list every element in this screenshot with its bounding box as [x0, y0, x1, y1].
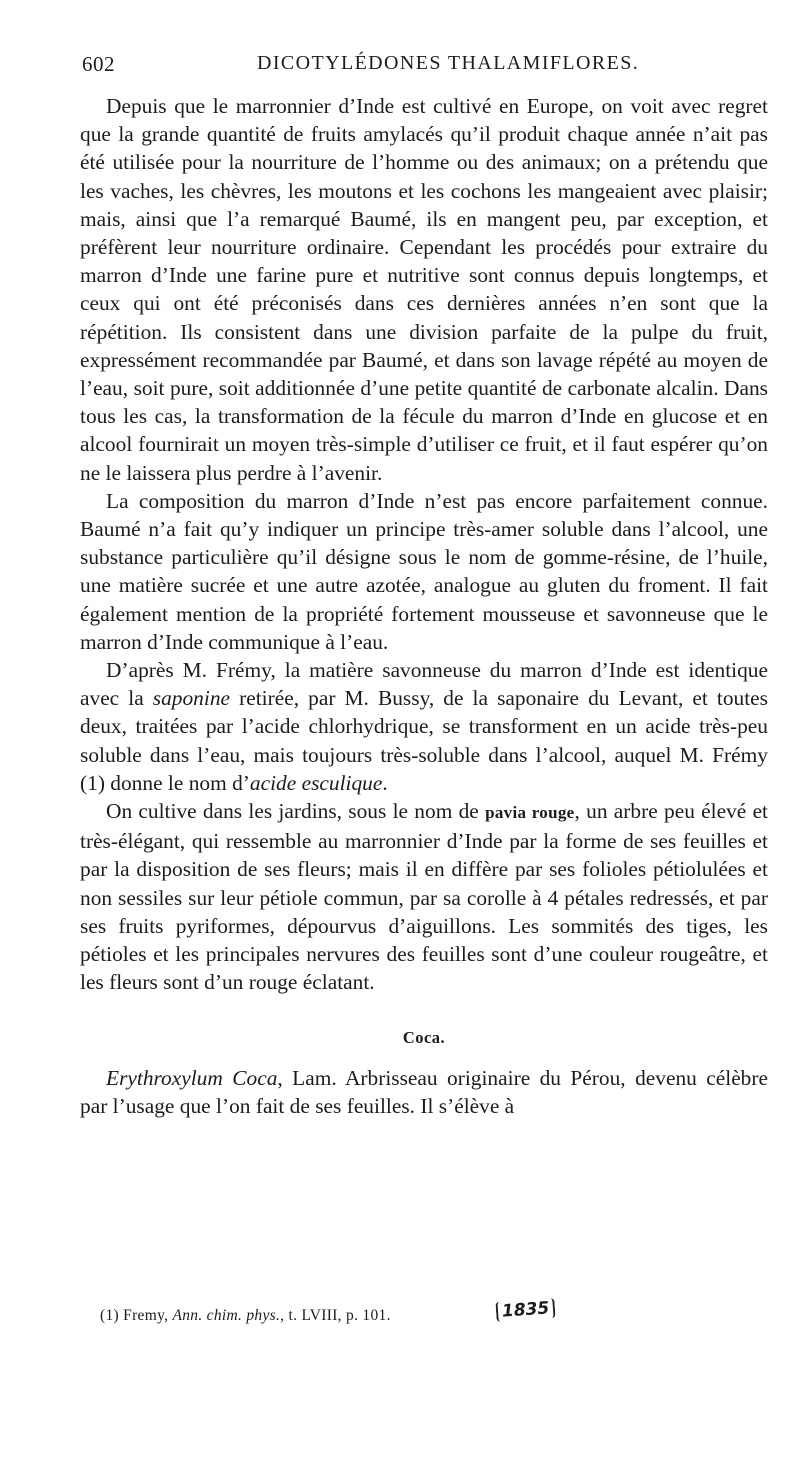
paragraph-3-text-c: . — [382, 770, 388, 795]
paragraph-3 — [80, 656, 768, 797]
paragraph-4-text-a: On cultive dans les jardins, sous le nom de — [106, 799, 486, 824]
species-name: Erythroxylum Coca — [106, 1065, 278, 1090]
paragraph-coca-text: , Lam. Arbrisseau originaire du Pérou, devenu célèbre par l’usage que l’on fait de ses feuilles. Il s’élève à — [80, 1065, 768, 1118]
footnote-journal: Ann. chim. phys. — [172, 1307, 281, 1324]
paragraph-3-text-a: D’après M. Frémy, la matière savonneuse du marron d’Inde est identique avec la — [80, 658, 768, 711]
page-header — [82, 52, 782, 82]
handwritten-annotation: 1835 — [495, 1298, 556, 1322]
footnote-text-a: (1) Fremy, — [100, 1307, 173, 1324]
term-saponine: saponine — [152, 686, 231, 711]
term-pavia-rouge: pavia rouge — [485, 803, 575, 823]
footnote-text-b: , t. LVIII, p. 101. — [280, 1307, 391, 1324]
paragraph-1: Depuis que le marronnier d’Inde est cultivé en Europe, on voit avec regret que la grande quantité de fruits amylacés qu’il produit chaque année n’ait pas été utilisée pour la nourriture de l’homme ou des animaux; on a prétendu que les vaches, les chèvres, les moutons et les cochons les mangeaient avec plaisir; mais, ainsi que l’a remarqué Baumé, ils en mangent peu, par exception, et préfèrent leur nourriture ordinaire. Cependant les procédés pour extraire du marron d’Inde une farine pure et nutritive sont connus depuis longtemps, et ceux qui ont été préconisés dans ces dernières années n’en sont que la répétition. Ils consistent dans une division parfaite de la pulpe du fruit, expressément recommandée par Baumé, et dans son lavage répété au moyen de l’eau, soit pure, soit additionnée d’une petite quantité de carbonate alcalin. Dans tous les cas, la transformation de la fécule du marron d’Inde en glucose et en alcool fournirait un moyen très-simple d’utiliser ce fruit, et il faut espérer qu’on ne le laissera plus perdre à l’avenir. — [80, 94, 768, 485]
page-number: 602 — [82, 52, 115, 76]
footnote — [100, 1306, 660, 1326]
paragraph-3-text-b: retirée, par M. Bussy, de la saponaire du Levant, et toutes deux, traitées par l’acide chlorhydrique, se transforment en un acide très-peu soluble dans l’eau, mais toujours très-soluble dans l’alcool, auquel M. Frémy (1) donne le nom d’ — [80, 686, 768, 795]
body-text — [80, 92, 768, 1120]
paragraph-coca — [80, 1064, 768, 1120]
paragraph-4-text-b: , un arbre peu élevé et très-élégant, qui ressemble au marronnier d’Inde par la forme de ses feuilles et par la disposition de ses fleurs; mais il en diffère par ses folioles pétiolulées et non sessiles sur leur pétiole commun, par sa corolle à 4 pétales redressés, et par ses fruits pyriformes, dépourvus d’aiguillons. Les sommités des tiges, les pétioles et les principales nervures des feuilles sont d’une couleur rougeâtre, et les fleurs sont d’un rouge éclatant. — [80, 799, 769, 995]
running-head: DICOTYLÉDONES THALAMIFLORES. — [257, 52, 640, 74]
paragraph-2: La composition du marron d’Inde n’est pas encore parfaitement connue. Baumé n’a fait qu’y indiquer un principe très-amer soluble dans l’alcool, une substance particulière qu’il désigne sous le nom de gomme-résine, de l’huile, une matière sucrée et une autre azotée, analogue au gluten du froment. Il fait également mention de la propriété fortement mousseuse et savonneuse que le marron d’Inde communique à l’eau. — [80, 488, 768, 654]
term-acide-esculique: acide esculique — [249, 770, 383, 795]
section-title-coca: Coca. — [402, 1027, 446, 1047]
paragraph-4 — [80, 797, 768, 996]
